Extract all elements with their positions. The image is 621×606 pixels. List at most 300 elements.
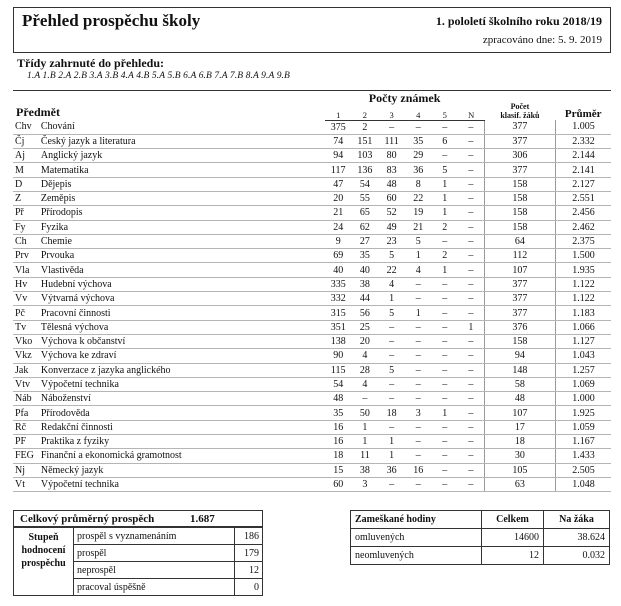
grade-count: 44 [352,292,379,306]
grade-count: – [431,435,457,449]
table-row [13,349,611,363]
grade-label: 4 [405,106,432,120]
subject-average: 2.141 [555,163,611,177]
subject-average: 1.183 [555,306,611,320]
grade-count: – [458,206,484,220]
total-pupils: 377 [484,306,555,320]
grade-count: 6 [431,134,457,148]
grade-count: – [458,392,484,406]
subject-average: 1.059 [555,420,611,434]
total-pupils: 107 [484,406,555,420]
table-row [13,435,611,449]
total-pupils: 376 [484,320,555,334]
table-row [13,334,611,348]
grade-count: 1 [431,406,457,420]
grade-count: – [405,449,432,463]
table-row [13,292,611,306]
subject-abbr: Chv [13,120,39,134]
grade-count: 19 [405,206,432,220]
total-pupils: 105 [484,463,555,477]
grade-count: 48 [325,392,352,406]
grade-count: – [458,191,484,205]
subject-average: 2.127 [555,177,611,191]
evaluation-value: 179 [235,545,263,562]
table-row [13,449,611,463]
table-row [13,377,611,391]
subject-abbr: Vtv [13,377,39,391]
grade-count: 18 [325,449,352,463]
absences-header-row [351,511,610,529]
grade-label: 5 [431,106,457,120]
grade-count: – [405,392,432,406]
grade-count: – [405,349,432,363]
evaluation-label: prospěl [74,545,235,562]
total-pupils: 377 [484,134,555,148]
average-header: Průměr [555,91,611,121]
evaluation-value: 0 [235,579,263,596]
grade-count: 29 [405,149,432,163]
grade-count: 35 [352,249,379,263]
evaluation-heading [14,528,74,596]
subject-name: Německý jazyk [39,463,325,477]
grade-count: 3 [352,477,379,491]
subject-average: 1.048 [555,477,611,491]
evaluation-label: pracoval úspěšně [74,579,235,596]
grade-count: – [431,292,457,306]
table-row [13,134,611,148]
subject-abbr: Prv [13,249,39,263]
grade-count: – [405,120,432,134]
grade-count: 40 [325,263,352,277]
total-pupils: 158 [484,206,555,220]
subject-name: Výpočetní technika [39,377,325,391]
subject-abbr: Hv [13,277,39,291]
total-header [484,91,555,121]
grade-count: 4 [405,263,432,277]
table-row [13,477,611,491]
subject-average: 1.122 [555,292,611,306]
subject-average: 1.257 [555,363,611,377]
grade-count: – [431,234,457,248]
evaluation-row [14,528,263,545]
grade-count: – [431,420,457,434]
grade-count: – [405,435,432,449]
grade-count: – [458,449,484,463]
subject-average: 1.500 [555,249,611,263]
evaluation-heading-line: prospěchu [21,558,66,569]
overall-average-value: 1.687 [190,513,215,525]
subject-abbr: Ch [13,234,39,248]
grade-count: 2 [352,120,379,134]
grade-label: 1 [325,106,352,120]
grade-count: 1 [352,435,379,449]
grade-count: 21 [325,206,352,220]
grade-count: 90 [325,349,352,363]
total-pupils: 306 [484,149,555,163]
grade-count: 315 [325,306,352,320]
grade-count: – [378,349,405,363]
grade-count: 5 [431,163,457,177]
subject-average: 1.043 [555,349,611,363]
subject-average: 1.069 [555,377,611,391]
evaluation-value: 12 [235,562,263,579]
grade-count: 1 [431,177,457,191]
grade-count: 4 [378,277,405,291]
total-pupils: 64 [484,234,555,248]
grade-count: – [458,149,484,163]
subject-average: 2.462 [555,220,611,234]
grade-count: 1 [431,263,457,277]
grade-count: 38 [352,463,379,477]
grade-count: 111 [378,134,405,148]
subject-average: 1.122 [555,277,611,291]
grade-count: 2 [431,220,457,234]
subject-name: Výchova ke zdraví [39,349,325,363]
table-row [13,306,611,320]
overall-average-box [13,510,263,527]
total-pupils: 158 [484,334,555,348]
grade-count: – [458,406,484,420]
evaluation-label: neprospěl [74,562,235,579]
grade-count: 56 [352,306,379,320]
grade-count: – [378,320,405,334]
grade-count: 5 [378,363,405,377]
grade-count: 4 [352,349,379,363]
grade-count: – [431,320,457,334]
total-pupils: 158 [484,177,555,191]
grade-count: 48 [378,177,405,191]
subject-abbr: Vla [13,263,39,277]
total-pupils: 148 [484,363,555,377]
grade-count: 335 [325,277,352,291]
grade-count: – [458,163,484,177]
grade-count: 1 [378,292,405,306]
grade-count: – [431,463,457,477]
grade-count: – [458,134,484,148]
grade-count: – [431,349,457,363]
grade-label: N [458,106,484,120]
grade-count: 24 [325,220,352,234]
grade-count: 38 [352,277,379,291]
table-row [13,363,611,377]
table-row [13,191,611,205]
table-row [13,277,611,291]
subject-name: Anglický jazyk [39,149,325,163]
grade-count: 47 [325,177,352,191]
absence-type: neomluvených [351,547,482,565]
subject-name: Dějepis [39,177,325,191]
subject-abbr: PF [13,435,39,449]
subject-name: Vlastivěda [39,263,325,277]
grade-count: – [378,120,405,134]
grade-count: 54 [352,177,379,191]
grade-count: 1 [431,191,457,205]
table-row [13,320,611,334]
grade-count: – [458,292,484,306]
grade-count: 36 [405,163,432,177]
total-pupils: 48 [484,392,555,406]
grade-count: 1 [405,249,432,263]
subject-average: 2.332 [555,134,611,148]
grade-count: 15 [325,463,352,477]
subject-abbr: FEG [13,449,39,463]
absences-row [351,529,610,547]
grade-count: – [405,377,432,391]
subject-abbr: Pč [13,306,39,320]
subject-abbr: Čj [13,134,39,148]
grade-count: 23 [378,234,405,248]
grade-count: – [458,435,484,449]
absences-row [351,547,610,565]
grade-count: 117 [325,163,352,177]
total-pupils: 377 [484,163,555,177]
grade-count: – [458,349,484,363]
grade-count: 20 [325,191,352,205]
total-pupils: 112 [484,249,555,263]
processed-date: zpracováno dne: 5. 9. 2019 [482,34,602,46]
grade-count: – [458,277,484,291]
grade-count: 60 [325,477,352,491]
subject-average: 1.925 [555,406,611,420]
grade-label: 3 [378,106,405,120]
subject-average: 2.551 [555,191,611,205]
grade-count: 115 [325,363,352,377]
grade-count: – [405,477,432,491]
grade-count: 27 [352,234,379,248]
subject-name: Tělesná výchova [39,320,325,334]
grade-count: 94 [325,149,352,163]
grade-count: – [431,449,457,463]
table-row [13,406,611,420]
subject-average: 1.433 [555,449,611,463]
grade-count: 136 [352,163,379,177]
absence-total: 14600 [482,529,544,547]
grade-count: 80 [378,149,405,163]
grade-label: 2 [352,106,379,120]
subject-abbr: Jak [13,363,39,377]
grade-count: – [405,420,432,434]
subject-name: Výpočetní technika [39,477,325,491]
grade-count: – [458,234,484,248]
evaluation-label: prospěl s vyznamenáním [74,528,235,545]
grade-count: – [431,363,457,377]
grade-count: 60 [378,191,405,205]
subject-name: Fyzika [39,220,325,234]
grade-count: 35 [325,406,352,420]
total-pupils: 63 [484,477,555,491]
absences-header: Zameškané hodiny [351,511,482,529]
subject-abbr: Fy [13,220,39,234]
evaluation-value: 186 [235,528,263,545]
total-pupils: 377 [484,292,555,306]
grade-count: 22 [405,191,432,205]
subject-abbr: M [13,163,39,177]
grade-count: – [458,420,484,434]
grade-count: – [352,392,379,406]
grade-count: – [458,463,484,477]
total-pupils: 94 [484,349,555,363]
grade-count: 54 [325,377,352,391]
grades-table [13,90,611,492]
grade-count: 16 [325,420,352,434]
subject-abbr: Vv [13,292,39,306]
grade-count: 332 [325,292,352,306]
total-pupils: 107 [484,263,555,277]
report-header [13,7,611,53]
grade-count: – [378,477,405,491]
grade-count: 21 [405,220,432,234]
grade-count: 9 [325,234,352,248]
grade-count: – [458,334,484,348]
table-row [13,263,611,277]
subject-name: Přírodopis [39,206,325,220]
grade-count: 40 [352,263,379,277]
grade-count: – [431,334,457,348]
grade-count: 1 [378,435,405,449]
grade-count: – [431,306,457,320]
grade-count: – [378,334,405,348]
grade-count: 1 [378,449,405,463]
report-title: Přehled prospěchu školy [22,11,201,30]
grade-count: 50 [352,406,379,420]
grade-count: 83 [378,163,405,177]
grade-count: 5 [378,249,405,263]
grade-count: – [405,277,432,291]
subject-name: Chemie [39,234,325,248]
subject-abbr: Nj [13,463,39,477]
total-header-line-2: klasif. žáků [500,111,540,120]
grade-count: – [458,177,484,191]
grade-count: – [378,420,405,434]
subject-average: 1.066 [555,320,611,334]
grade-count: 5 [378,306,405,320]
subject-average: 2.144 [555,149,611,163]
grade-count: – [405,363,432,377]
report-period: 1. pololetí školního roku 2018/19 [435,14,602,28]
total-pupils: 377 [484,277,555,291]
absence-per-pupil: 0.032 [544,547,610,565]
subject-name: Redakční činnosti [39,420,325,434]
subject-average: 2.375 [555,234,611,248]
total-pupils: 377 [484,120,555,134]
grade-count: 28 [352,363,379,377]
grade-count: – [431,392,457,406]
grade-count: – [431,120,457,134]
grade-count: 375 [325,120,352,134]
grade-count: 351 [325,320,352,334]
overall-average-label: Celkový průměrný prospěch [20,513,155,525]
subject-average: 1.005 [555,120,611,134]
grade-count: – [378,377,405,391]
absences-table [350,510,610,565]
subject-abbr: Náb [13,392,39,406]
grade-count: 8 [405,177,432,191]
grade-count: 16 [405,463,432,477]
grade-count: – [458,306,484,320]
subject-name: Praktika z fyziky [39,435,325,449]
grade-count: 65 [352,206,379,220]
subject-name: Chování [39,120,325,134]
subject-name: Přírodověda [39,406,325,420]
table-row [13,149,611,163]
total-pupils: 58 [484,377,555,391]
table-row [13,234,611,248]
grade-count: – [431,149,457,163]
subject-name: Hudební výchova [39,277,325,291]
absence-per-pupil: 38.624 [544,529,610,547]
grade-count: 1 [458,320,484,334]
grade-count: 11 [352,449,379,463]
subject-abbr: Vt [13,477,39,491]
classes-list: 1.A 1.B 2.A 2.B 3.A 3.B 4.A 4.B 5.A 5.B 6.A 6.B 7.A 7.B 8.A 9.A 9.B [27,71,290,81]
total-pupils: 17 [484,420,555,434]
grade-count: – [458,220,484,234]
grade-count: – [458,377,484,391]
grade-count: 20 [352,334,379,348]
subject-average: 1.127 [555,334,611,348]
grade-count: – [458,249,484,263]
absence-type: omluvených [351,529,482,547]
grade-count: – [458,263,484,277]
table-row [13,392,611,406]
grade-count: – [378,392,405,406]
table-row [13,120,611,134]
grade-count: 3 [405,406,432,420]
subject-abbr: Vkz [13,349,39,363]
subject-name: Zeměpis [39,191,325,205]
total-pupils: 18 [484,435,555,449]
subject-name: Pracovní činnosti [39,306,325,320]
subject-name: Matematika [39,163,325,177]
subject-abbr: Pfa [13,406,39,420]
subject-abbr: Tv [13,320,39,334]
grade-count: 151 [352,134,379,148]
subject-average: 2.456 [555,206,611,220]
table-row [13,249,611,263]
subject-abbr: Rč [13,420,39,434]
grade-count: – [405,320,432,334]
grade-count: – [431,377,457,391]
table-row [13,163,611,177]
total-header-line-1: Počet [510,102,530,111]
grade-count: 138 [325,334,352,348]
grade-count: 5 [405,234,432,248]
subject-abbr: Vko [13,334,39,348]
table-row [13,420,611,434]
grade-count: 1 [352,420,379,434]
grade-count: 35 [405,134,432,148]
evaluation-heading-line: Stupeň [28,532,59,543]
grade-count: – [458,120,484,134]
grade-count: 55 [352,191,379,205]
grade-count: – [405,292,432,306]
subject-name: Náboženství [39,392,325,406]
subject-header: Předmět [13,91,325,121]
table-row [13,206,611,220]
absence-total: 12 [482,547,544,565]
grade-count: 25 [352,320,379,334]
subject-abbr: Aj [13,149,39,163]
absences-total-header: Celkem [482,511,544,529]
grade-count: 74 [325,134,352,148]
subject-abbr: Př [13,206,39,220]
counts-header: Počty známek [325,91,485,107]
total-pupils: 158 [484,191,555,205]
table-row [13,177,611,191]
subject-name: Konverzace z jazyka anglického [39,363,325,377]
evaluation-table [13,527,263,596]
subject-abbr: D [13,177,39,191]
